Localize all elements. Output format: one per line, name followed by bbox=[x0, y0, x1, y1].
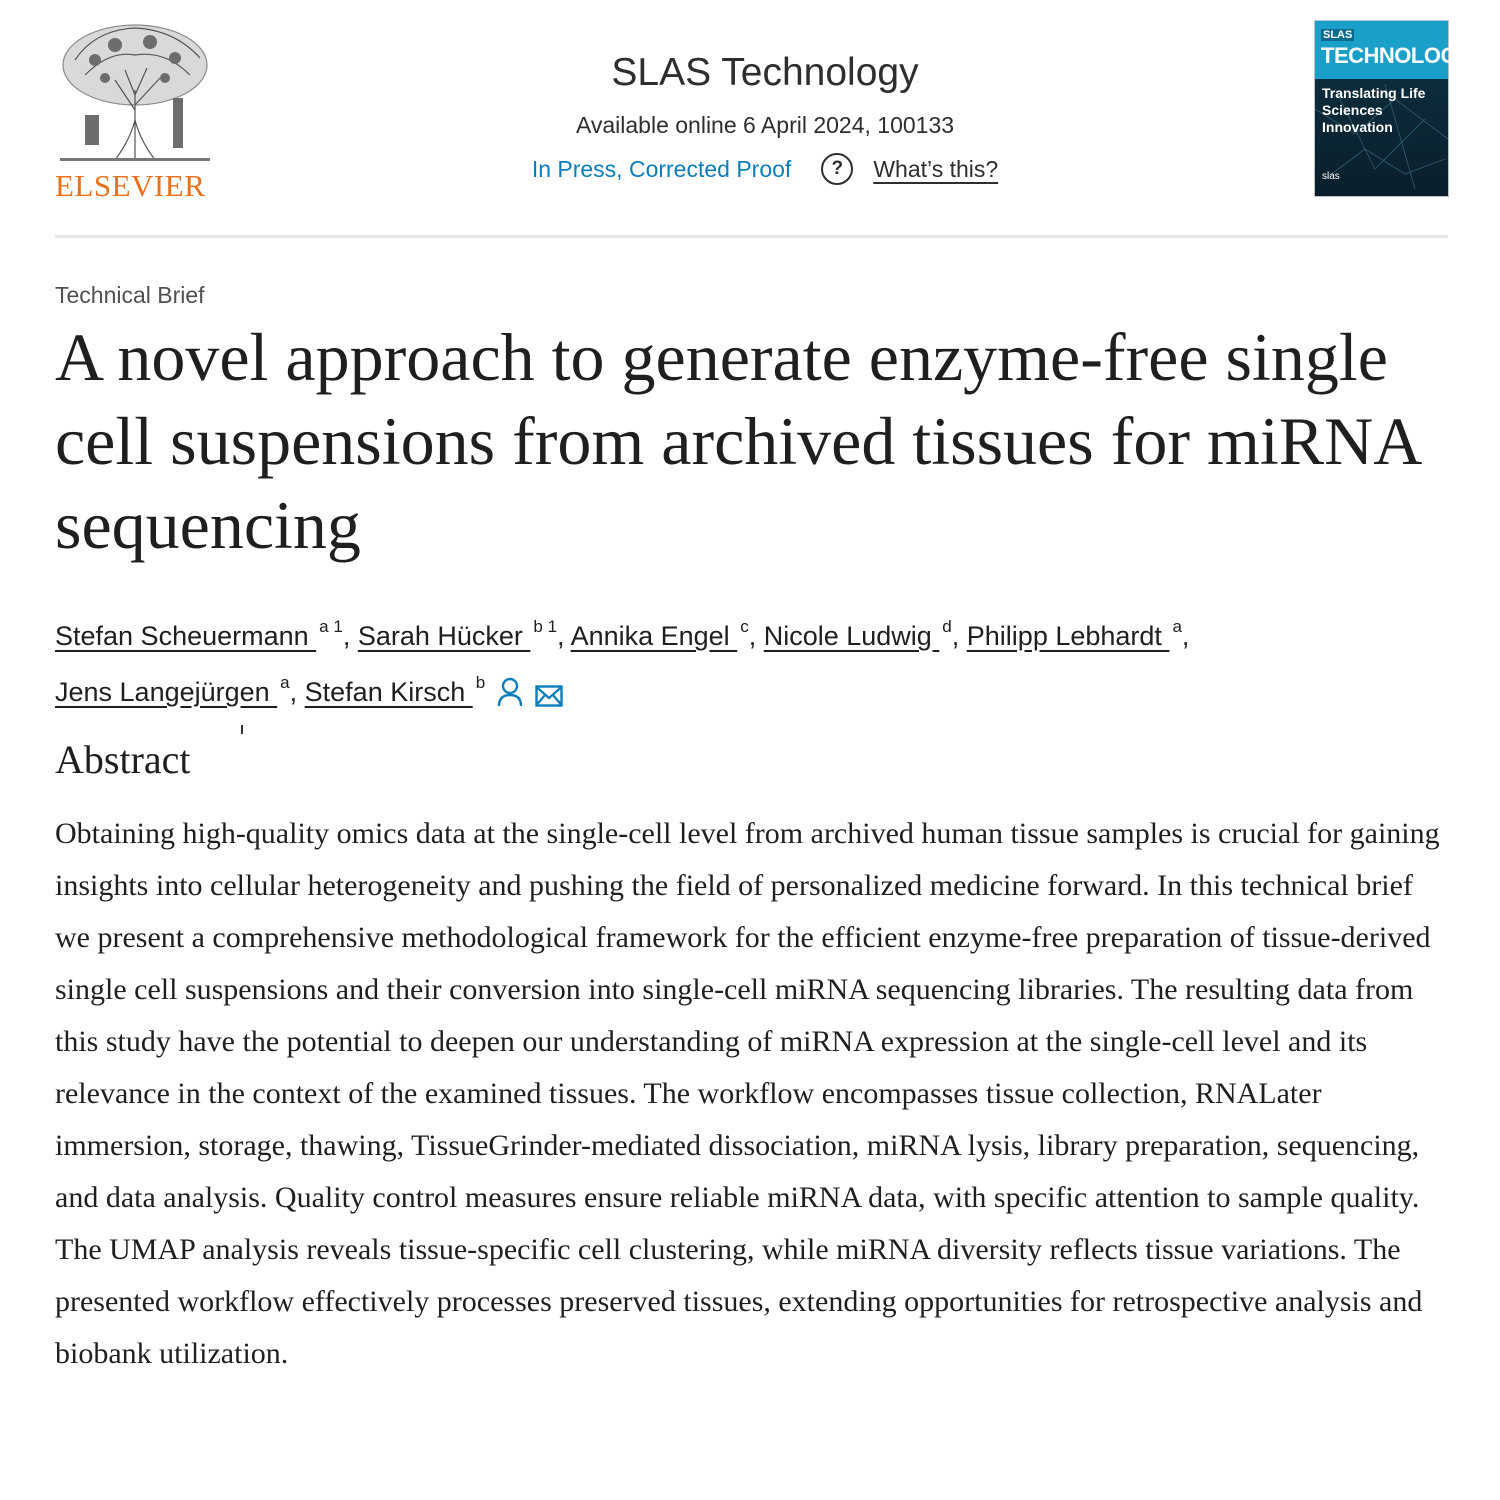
author-link[interactable] bbox=[763, 617, 952, 651]
author-name[interactable]: Philipp Lebhardt bbox=[966, 621, 1170, 651]
author-link[interactable] bbox=[357, 617, 558, 651]
publisher-wordmark: ELSEVIER bbox=[55, 168, 206, 203]
cover-tagline: Translating Life Sciences Innovation bbox=[1322, 85, 1426, 135]
author-affiliation[interactable]: a 1 bbox=[319, 617, 343, 636]
author-name[interactable]: Nicole Ludwig bbox=[763, 621, 940, 651]
author-affiliation[interactable]: d bbox=[942, 617, 952, 636]
author-name[interactable]: Stefan Kirsch bbox=[304, 677, 473, 707]
author-list: Stefan Scheuermann $^{a 1}$, Sarah Hücker $^{b 1}$, Annika Engel $^c$, Nicole Ludwig $^d$, Philipp Lebhardt $^a$, Jens Langejürgen $^a$, Stefan Kirsch $^b$ bbox=[55, 605, 1445, 723]
cover-technology-label: TECHNOLOGY bbox=[1321, 43, 1472, 68]
person-icon[interactable] bbox=[497, 674, 523, 723]
journal-header bbox=[0, 0, 1500, 240]
mail-icon[interactable] bbox=[535, 674, 563, 723]
author-link[interactable] bbox=[966, 617, 1182, 651]
journal-info bbox=[400, 48, 1130, 186]
abstract-heading: Abstract bbox=[55, 737, 191, 782]
author-name[interactable]: Sarah Hücker bbox=[357, 621, 531, 651]
author-affiliation[interactable]: a bbox=[280, 673, 290, 692]
journal-title[interactable]: SLAS Technology bbox=[611, 51, 919, 94]
author-name[interactable]: Jens Langejürgen bbox=[55, 677, 278, 707]
journal-cover-image[interactable] bbox=[1314, 20, 1472, 197]
author-name[interactable]: Annika Engel bbox=[570, 621, 738, 651]
article-title: A novel approach to generate enzyme-free single cell suspensions from archived tissues for miRNA sequencing bbox=[55, 319, 1419, 563]
author-name[interactable]: Stefan Scheuermann bbox=[55, 621, 317, 651]
cursor-mark bbox=[241, 725, 243, 734]
article-type: Technical Brief bbox=[55, 282, 205, 308]
abstract-text: Obtaining high-quality omics data at the single-cell level from archived human tissue samples is crucial for gaining insights into cellular heterogeneity and pushing the field of personalized medicine forward. In this technical brief we present a comprehensive methodological framework for the efficient enzyme-free preparation of tissue-derived single cell suspensions and their conversion into single-cell miRNA sequencing libraries. The resulting data from this study have the potential to deepen our understanding of miRNA expression at the single-cell level and its relevance in the context of the examined tissues. The workflow encompasses tissue collection, RNALater immersion, storage, thawing, TissueGrinder-mediated dissociation, miRNA lysis, library preparation, sequencing, and data analysis. Quality control measures ensure reliable miRNA data, with specific attention to sample quality. The UMAP analysis reveals tissue-specific cell clustering, while miRNA diversity reflects tissue variations. The presented workflow effectively processes preserved tissues, extending opportunities for retrospective analysis and biobank utilization. bbox=[55, 817, 1440, 1370]
author-affiliation[interactable]: a bbox=[1172, 617, 1182, 636]
cover-slas-label: SLAS bbox=[1323, 29, 1353, 41]
header-divider bbox=[55, 235, 1448, 238]
question-mark-icon[interactable]: ? bbox=[821, 153, 853, 185]
elsevier-tree-icon bbox=[55, 20, 215, 165]
article-status-link[interactable]: In Press, Corrected Proof bbox=[531, 156, 792, 182]
whats-this-link[interactable]: What’s this? bbox=[873, 156, 999, 182]
author-link[interactable] bbox=[55, 673, 290, 707]
author-link[interactable] bbox=[55, 617, 343, 651]
author-affiliation[interactable]: b 1 bbox=[533, 617, 558, 636]
elsevier-logo[interactable] bbox=[55, 20, 215, 205]
cover-bottom-logo: slas bbox=[1322, 171, 1340, 182]
author-affiliation[interactable]: c bbox=[740, 617, 749, 636]
author-affiliation[interactable]: b bbox=[475, 673, 486, 692]
availability-date: Available online 6 April 2024, 100133 bbox=[575, 112, 955, 138]
author-link[interactable] bbox=[304, 673, 486, 707]
author-link[interactable] bbox=[570, 617, 749, 651]
article-status-row bbox=[400, 152, 1130, 186]
